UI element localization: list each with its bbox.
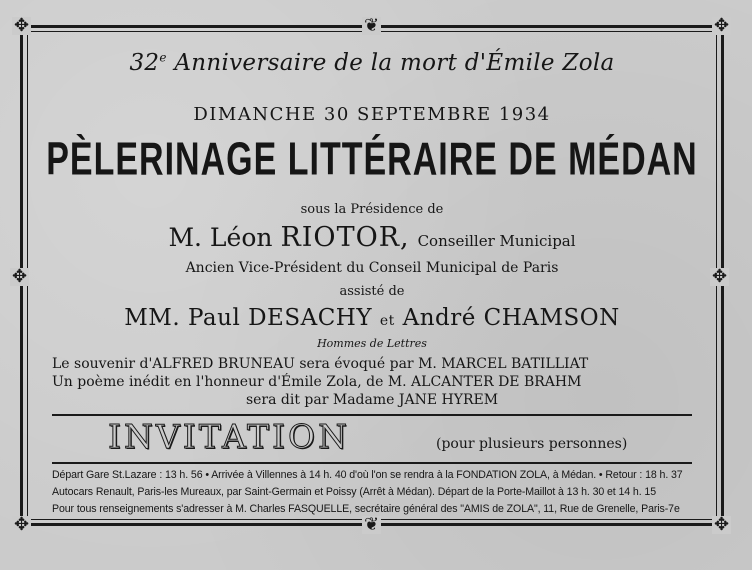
info-line: Autocars Renault, Paris-les Mureaux, par Saint-Germain et Poissy (Arrêt à Médan). Départ de la Porte-Maillot à 13 h. 30 et 14 h. 15 (52, 486, 656, 498)
program-line: Le souvenir d'ALFRED BRUNEAU sera évoqué par M. MARCEL BATILLIAT (52, 356, 589, 372)
info-line: Pour tous renseignements s'adresser à M. Charles FASQUELLE, secrétaire général des "AMIS de ZOLA", 11, Rue de Grenelle, Paris-7e (52, 503, 680, 515)
event-date: DIMANCHE 30 SEPTEMBRE 1934 (193, 104, 551, 125)
corner-ornament-icon: ✥ (714, 514, 730, 535)
assistant-first-2: André (402, 305, 476, 331)
assistant-name-2: CHAMSON (483, 305, 620, 331)
divider-top (52, 414, 692, 416)
corner-ornament-icon: ✥ (14, 514, 30, 535)
president-name: RIOTOR, (280, 222, 410, 253)
anniversary-text: Anniversaire de la mort d'Émile Zola (166, 50, 615, 76)
president-former-role: Ancien Vice-Président du Conseil Municipal de Paris (185, 260, 559, 276)
program-line: Un poème inédit en l'honneur d'Émile Zola, de M. ALCANTER DE BRAHM (52, 374, 582, 390)
edge-ornament-icon: ✥ (712, 266, 728, 287)
assistants-prefix: MM. Paul (124, 305, 241, 331)
info-line: Départ Gare St.Lazare : 13 h. 56 • Arrivée à Villennes à 14 h. 40 d'où l'on se rendra à la FONDATION ZOLA, à Médan. • Retour : 18 h. 37 (52, 469, 683, 481)
invitation-label: INVITATION (108, 417, 350, 456)
president-prefix: M. Léon (168, 223, 273, 252)
assistants-role: Hommes de Lettres (317, 337, 427, 350)
assistants-conj: et (379, 313, 395, 329)
main-title: PÈLERINAGE LITTÉRAIRE DE MÉDAN (46, 134, 698, 186)
divider-bottom (52, 462, 692, 464)
anniversary-heading (30, 50, 714, 76)
assisted-intro: assisté de (339, 284, 405, 299)
presidence-intro: sous la Présidence de (300, 202, 444, 217)
corner-ornament-icon: ✥ (714, 15, 730, 36)
corner-ornament-icon: ✥ (14, 15, 30, 36)
program-line: sera dit par Madame JANE HYREM (245, 392, 499, 408)
invitation-note: (pour plusieurs personnes) (436, 436, 628, 452)
edge-ornament-icon: ❦ (364, 514, 380, 535)
anniversary-number: 32 (129, 50, 160, 76)
assistant-name-1: DESACHY (248, 305, 373, 331)
president-role: Conseiller Municipal (417, 232, 576, 250)
president-line (30, 222, 714, 253)
assistants-line (30, 305, 714, 331)
anniversary-ordinal: e (159, 50, 167, 65)
edge-ornament-icon: ✥ (12, 266, 28, 287)
edge-ornament-icon: ❦ (364, 15, 380, 36)
